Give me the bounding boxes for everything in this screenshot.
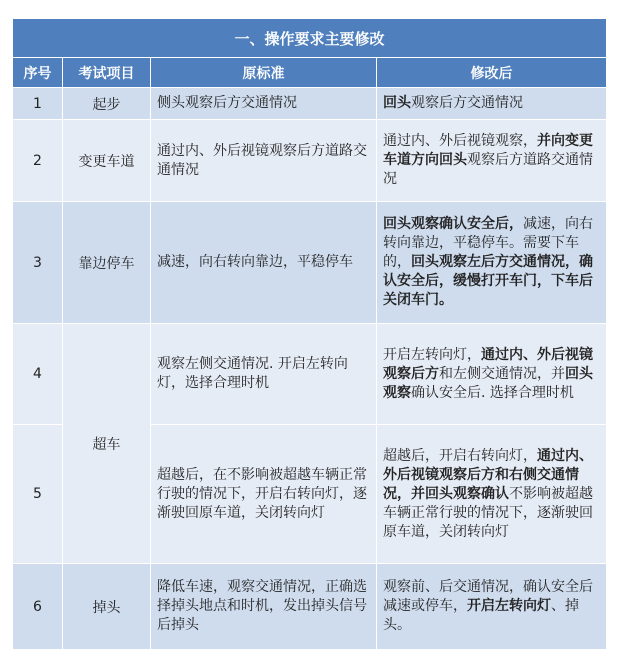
row-item: 起步 [63, 88, 151, 120]
row-item: 掉头 [63, 564, 151, 650]
row-mod [377, 202, 607, 324]
row-item: 超车 [63, 324, 151, 564]
row-num: 4 [13, 324, 63, 425]
row-orig: 超越后，在不影响被超越车辆正常行驶的情况下，开启右转向灯，逐渐驶回原车道，关闭转向灯 [151, 425, 377, 564]
mod-text-segment: 并向变更车道方向回头 [383, 133, 593, 168]
row-mod [377, 88, 607, 120]
mod-text-segment: 回头观察左后方交通情况，确认安全后，缓慢打开车门，下车后关闭车门。 [383, 254, 593, 308]
row-item: 变更车道 [63, 120, 151, 202]
row-mod [377, 425, 607, 564]
mod-text-segment: 减速，向右转向靠边，平稳停车。需要下车的， [383, 216, 593, 270]
row-orig: 降低车速，观察交通情况，正确选择掉头地点和时机，发出掉头信号后掉头 [151, 564, 377, 650]
header-orig: 原标准 [151, 58, 377, 88]
mod-text-segment: 确认安全后. 选择合理时机 [411, 384, 574, 401]
header-mod: 修改后 [377, 58, 607, 88]
table-row [13, 324, 607, 425]
table-row [13, 88, 607, 120]
mod-text-segment: 开启左转向灯， [383, 346, 481, 363]
row-num: 5 [13, 425, 63, 564]
row-orig: 通过内、外后视镜观察后方道路交通情况 [151, 120, 377, 202]
table-container [12, 18, 606, 650]
row-orig: 减速，向右转向靠边，平稳停车 [151, 202, 377, 324]
table-row [13, 564, 607, 650]
row-num: 6 [13, 564, 63, 650]
row-orig: 观察左侧交通情况. 开启左转向灯，选择合理时机 [151, 324, 377, 425]
mod-text-segment: 和左侧交通情况，并 [439, 365, 565, 382]
mod-text-segment: 回头 [383, 95, 411, 111]
mod-text-segment: 观察后方道路交通情况 [383, 152, 593, 187]
row-item: 靠边停车 [63, 202, 151, 324]
mod-text-segment: 通过内、外后视镜观察后方 [383, 346, 593, 382]
row-num: 3 [13, 202, 63, 324]
row-num: 2 [13, 120, 63, 202]
table-row [13, 120, 607, 202]
mod-text-segment: 不影响被超越车辆正常行驶的情况下，逐渐驶回原车道，关闭转向灯 [383, 485, 593, 540]
mod-text-segment: 观察前、后交通情况，确认安全后减速或停车， [383, 579, 593, 614]
table-title: 一、操作要求主要修改 [13, 19, 607, 58]
row-mod [377, 120, 607, 202]
mod-text-segment: 回头观察确认安全后， [383, 216, 523, 232]
header-item: 考试项目 [63, 58, 151, 88]
mod-text-segment: 回头观察 [383, 365, 593, 401]
mod-text-segment: 通过内、外后视镜观察后方和右侧交通情况，并回头观察确认 [383, 447, 593, 502]
row-num: 1 [13, 88, 63, 120]
mod-text-segment: 超越后，开启右转向灯， [383, 447, 537, 464]
mod-text-segment: 开启左转向灯 [467, 598, 551, 614]
header-num: 序号 [13, 58, 63, 88]
row-mod [377, 564, 607, 650]
requirements-table [12, 18, 607, 650]
table-row [13, 202, 607, 324]
mod-text-segment: 观察后方交通情况 [411, 95, 523, 111]
mod-text-segment: 通过内、外后视镜观察， [383, 133, 537, 149]
row-mod [377, 324, 607, 425]
row-orig: 侧头观察后方交通情况 [151, 88, 377, 120]
mod-text-segment: 、掉头。 [383, 598, 579, 633]
